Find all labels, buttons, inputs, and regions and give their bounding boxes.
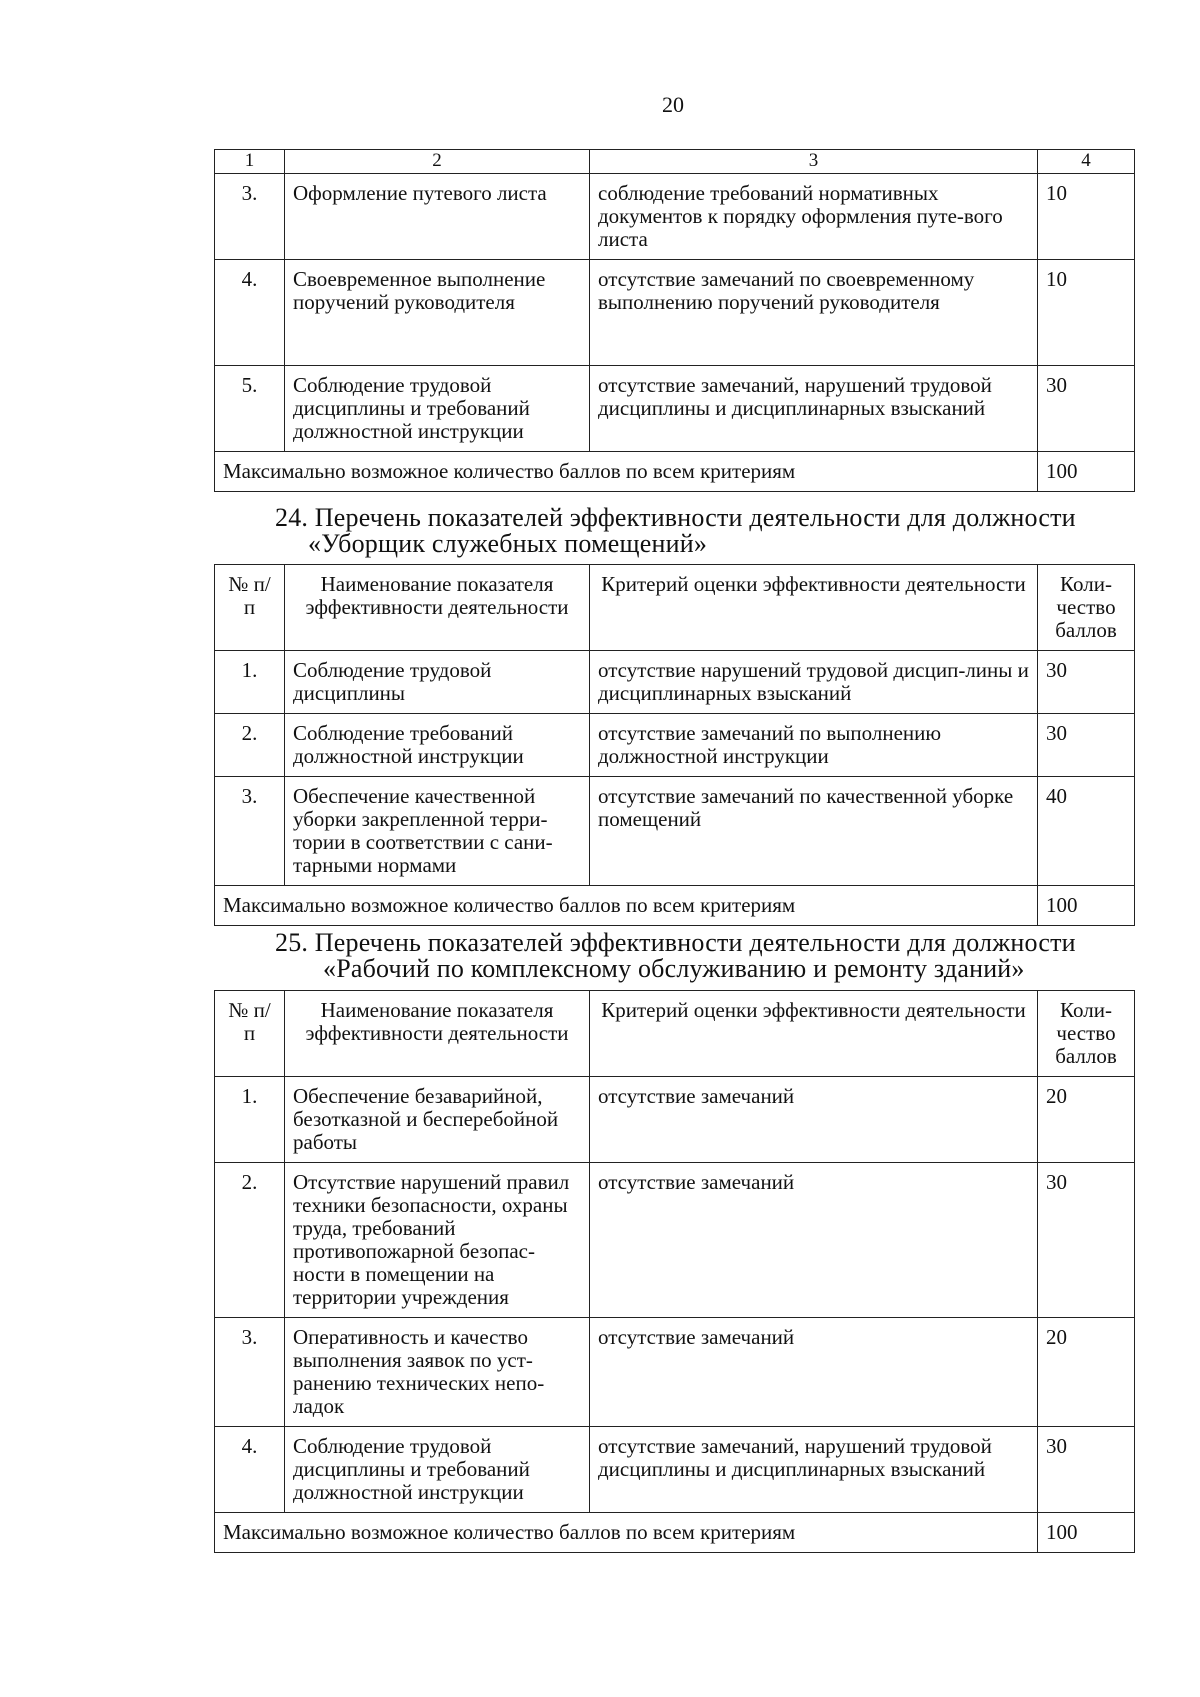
points: 30 [1038,366,1135,452]
section-25-table [214,990,1135,1553]
indicator-name: Своевременное выполнение поручений руководителя [285,260,590,366]
points: 30 [1038,651,1135,714]
section-title-line: 25. Перечень показателей эффективности деятельности для должности [275,928,1076,957]
indicator-name: Соблюдение трудовой дисциплины и требований должностной инструкции [285,1427,590,1513]
criterion: отсутствие замечаний [590,1163,1038,1318]
indicator-name: Отсутствие нарушений правил техники безопасности, охраны труда, требований противопожарной безопас-ности в помещении на территории учреждения [285,1163,590,1318]
header-row [215,991,1135,1077]
indicator-name: Обеспечение качественной уборки закрепленной терри-тории в соответствии с сани-тарными нормами [285,777,590,886]
header-num: № п/п [215,565,285,651]
criterion: отсутствие замечаний, нарушений трудовой дисциплины и дисциплинарных взысканий [590,1427,1038,1513]
total-label: Максимально возможное количество баллов по всем критериям [215,886,1038,926]
header-points: Коли-чество баллов [1038,565,1135,651]
header-row [215,565,1135,651]
points: 30 [1038,1163,1135,1318]
row-number: 4. [215,260,285,366]
table-row [215,366,1135,452]
table-row [215,1163,1135,1318]
section-title-line: «Уборщик служебных помещений» [308,529,708,558]
points: 10 [1038,260,1135,366]
header-criterion: Критерий оценки эффективности деятельности [590,565,1038,651]
column-number-row [215,150,1135,174]
total-row [215,1513,1135,1553]
total-label: Максимально возможное количество баллов по всем критериям [215,452,1038,492]
indicator-name: Оперативность и качество выполнения заявок по уст-ранению технических непо-ладок [285,1318,590,1427]
table-row [215,1427,1135,1513]
criterion: отсутствие замечаний [590,1077,1038,1163]
header-indicator: Наименование показателя эффективности деятельности [285,991,590,1077]
table-row [215,651,1135,714]
table-row [215,1077,1135,1163]
criterion: отсутствие замечаний [590,1318,1038,1427]
page-number: 20 [662,92,684,117]
criterion: отсутствие замечаний по своевременному выполнению поручений руководителя [590,260,1038,366]
row-number: 3. [215,174,285,260]
total-value: 100 [1038,1513,1135,1553]
section-title-line: 24. Перечень показателей эффективности деятельности для должности [275,503,1076,532]
table-row [215,1318,1135,1427]
row-number: 2. [215,1163,285,1318]
points: 20 [1038,1077,1135,1163]
header-points: Коли-чество баллов [1038,991,1135,1077]
column-number: 3 [590,150,1038,174]
criterion: отсутствие замечаний по выполнению должностной инструкции [590,714,1038,777]
indicators-table-continued [214,149,1135,492]
row-number: 1. [215,651,285,714]
column-number: 2 [285,150,590,174]
table-continuation [214,149,1135,492]
row-number: 4. [215,1427,285,1513]
column-number: 1 [215,150,285,174]
total-value: 100 [1038,886,1135,926]
section-25-table-wrap [214,990,1135,1553]
section-25-title [275,930,1135,982]
table-row [215,174,1135,260]
table-row [215,260,1135,366]
section-24-table-wrap [214,564,1135,926]
indicator-name: Соблюдение требований должностной инструкции [285,714,590,777]
row-number: 3. [215,777,285,886]
row-number: 3. [215,1318,285,1427]
criterion: соблюдение требований нормативных документов к порядку оформления путе-вого листа [590,174,1038,260]
total-row [215,452,1135,492]
section-24-title [275,505,1135,557]
section-title-line: «Рабочий по комплексному обслуживанию и ремонту зданий» [323,954,1025,983]
table-row [215,777,1135,886]
row-number: 5. [215,366,285,452]
criterion: отсутствие нарушений трудовой дисцип-лины и дисциплинарных взысканий [590,651,1038,714]
header-num: № п/п [215,991,285,1077]
points: 30 [1038,714,1135,777]
header-criterion: Критерий оценки эффективности деятельности [590,991,1038,1077]
total-value: 100 [1038,452,1135,492]
section-24-table [214,564,1135,926]
indicator-name: Соблюдение трудовой дисциплины [285,651,590,714]
table-row [215,714,1135,777]
indicator-name: Обеспечение безаварийной, безотказной и бесперебойной работы [285,1077,590,1163]
points: 40 [1038,777,1135,886]
row-number: 2. [215,714,285,777]
points: 10 [1038,174,1135,260]
indicator-name: Оформление путевого листа [285,174,590,260]
total-row [215,886,1135,926]
points: 20 [1038,1318,1135,1427]
indicator-name: Соблюдение трудовой дисциплины и требований должностной инструкции [285,366,590,452]
row-number: 1. [215,1077,285,1163]
total-label: Максимально возможное количество баллов по всем критериям [215,1513,1038,1553]
criterion: отсутствие замечаний по качественной уборке помещений [590,777,1038,886]
header-indicator: Наименование показателя эффективности деятельности [285,565,590,651]
points: 30 [1038,1427,1135,1513]
column-number: 4 [1038,150,1135,174]
criterion: отсутствие замечаний, нарушений трудовой дисциплины и дисциплинарных взысканий [590,366,1038,452]
